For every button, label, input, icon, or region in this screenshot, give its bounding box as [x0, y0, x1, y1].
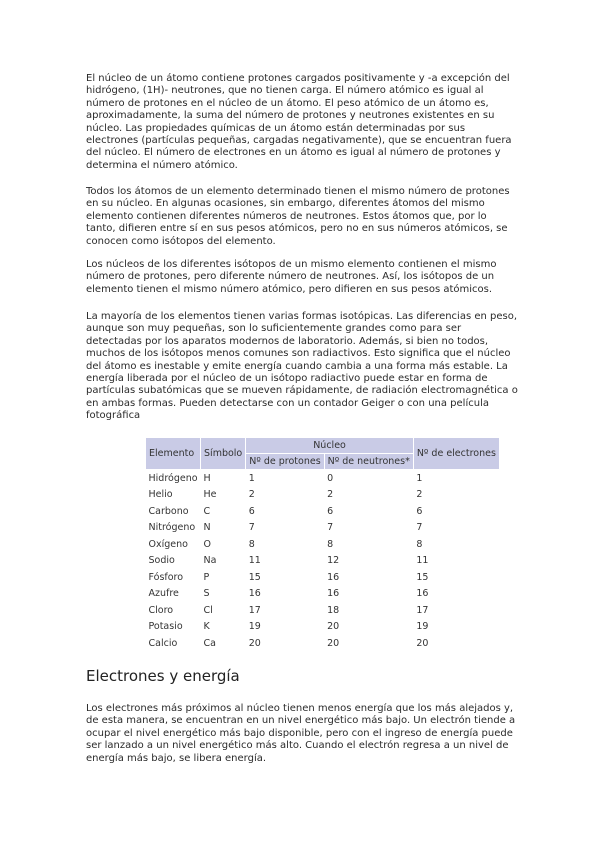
paragraph-radioactivity: La mayoría de los elementos tienen varias formas isotópicas. Las diferencias en peso, aunque son muy pequeñas, son lo suficientemente grandes como para ser detectadas por los aparatos modernos de laboratorio. Además, si bien no todos, muchos de los isótopos menos comunes son radiactivos. Esto significa que el núcleo del átomo es inestable y emite energía cuando cambia a una forma más estable. La energía liberada por el núcleo de un isótopo radiactivo puede estar en forma de partículas subatómicas que se mueven rápidamente, de radiación electromagnética o en ambas formas. Pueden detectarse con un contador Geiger o con una película fotográfica [86, 311, 518, 422]
cell-protons: 15 [248, 571, 261, 583]
header-electrons: Nº de electrones [413, 438, 499, 470]
cell-electrons: 1 [416, 472, 423, 484]
table-row [146, 503, 500, 520]
cell-symbol: He [203, 489, 217, 501]
paragraph-nucleus: El núcleo de un átomo contiene protones cargados positivamente y -a excepción del hidrógeno, (1H)- neutrones, que no tienen carga. El número atómico es igual al número de protones en el núcleo de un átomo. El peso atómico de un átomo es, aproximadamente, la suma del número de protones y neutrones existentes en su núcleo. Las propiedades químicas de un átomo están determinadas por sus electrones (partículas pequeñas, cargadas negativamente), que se encuentran fuera del núcleo. El número de electrones en un átomo es igual al número de protones y determina el número atómico. [86, 73, 512, 171]
cell-neutrons: 0 [327, 472, 334, 484]
cell-protons: 6 [248, 505, 255, 517]
table-row [146, 586, 500, 603]
cell-element: Sodio [148, 555, 175, 567]
table-row [146, 569, 500, 586]
cell-neutrons: 20 [327, 637, 340, 649]
cell-neutrons: 2 [327, 489, 334, 501]
cell-electrons: 11 [416, 555, 429, 567]
table-row [146, 619, 500, 636]
cell-element: Helio [148, 489, 173, 501]
table-row [146, 470, 500, 487]
cell-protons: 19 [248, 621, 261, 633]
cell-neutrons: 7 [327, 522, 334, 534]
cell-symbol: Ca [203, 637, 216, 649]
cell-electrons: 19 [416, 621, 429, 633]
cell-electrons: 15 [416, 571, 429, 583]
cell-symbol: P [203, 571, 210, 583]
cell-element: Calcio [148, 637, 178, 649]
cell-element: Fósforo [148, 571, 184, 583]
paragraph-electron-energy: Los electrones más próximos al núcleo tienen menos energía que los más alejados y, de esta manera, se encuentran en un nivel energético más bajo. Un electrón tiende a ocupar el nivel energético más bajo disponible, pero con el ingreso de energía puede ser lanzado a un nivel energético más alto. Cuando el electrón regresa a un nivel de energía más bajo, se libera energía. [86, 703, 516, 764]
table-row [146, 602, 500, 619]
table-row [146, 536, 500, 553]
elements-table [145, 437, 500, 652]
header-protons: Nº de protones [246, 454, 324, 470]
cell-neutrons: 16 [327, 588, 340, 600]
cell-electrons: 7 [416, 522, 423, 534]
table-row [146, 520, 500, 537]
cell-symbol: O [203, 538, 212, 550]
header-neutrons: Nº de neutrones* [324, 454, 413, 470]
cell-electrons: 17 [416, 604, 429, 616]
cell-protons: 11 [248, 555, 261, 567]
cell-symbol: H [203, 472, 211, 484]
cell-neutrons: 6 [327, 505, 334, 517]
cell-electrons: 20 [416, 637, 429, 649]
cell-element: Cloro [148, 604, 174, 616]
header-element: Elemento [146, 438, 201, 470]
cell-element: Oxígeno [148, 538, 188, 550]
header-symbol: Símbolo [201, 438, 246, 470]
cell-symbol: Cl [203, 604, 213, 616]
paragraph-isotope-nuclei: Los núcleos de los diferentes isótopos de un mismo elemento contienen el mismo número de protones, pero diferente número de neutrones. Así, los isótopos de un elemento tienen el mismo número atómico, pero difieren en sus pesos atómicos. [86, 259, 497, 295]
cell-element: Hidrógeno [148, 472, 198, 484]
cell-element: Potasio [148, 621, 183, 633]
cell-symbol: C [203, 505, 211, 517]
cell-protons: 16 [248, 588, 261, 600]
cell-protons: 20 [248, 637, 261, 649]
cell-electrons: 16 [416, 588, 429, 600]
section-heading: Electrones y energía [86, 667, 240, 685]
cell-symbol: N [203, 522, 211, 534]
cell-neutrons: 8 [327, 538, 334, 550]
cell-neutrons: 12 [327, 555, 340, 567]
paragraph-isotopes: Todos los átomos de un elemento determinado tienen el mismo número de protones en su núcleo. En algunas ocasiones, sin embargo, diferentes átomos del mismo elemento contienen diferentes números de neutrones. Estos átomos que, por lo tanto, difieren entre sí en sus pesos atómicos, pero no en sus números atómicos, se conocen como isótopos del elemento. [86, 186, 510, 247]
cell-electrons: 8 [416, 538, 423, 550]
table-row [146, 635, 500, 652]
cell-protons: 8 [248, 538, 255, 550]
cell-protons: 17 [248, 604, 261, 616]
cell-protons: 7 [248, 522, 255, 534]
cell-protons: 1 [248, 472, 255, 484]
cell-element: Azufre [148, 588, 179, 600]
table-row [146, 553, 500, 570]
cell-symbol: S [203, 588, 210, 600]
cell-neutrons: 20 [327, 621, 340, 633]
cell-electrons: 2 [416, 489, 423, 501]
cell-element: Carbono [148, 505, 189, 517]
cell-element: Nitrógeno [148, 522, 196, 534]
cell-electrons: 6 [416, 505, 423, 517]
cell-neutrons: 18 [327, 604, 340, 616]
header-nucleus: Núcleo [246, 438, 414, 454]
table-row [146, 487, 500, 504]
cell-neutrons: 16 [327, 571, 340, 583]
cell-symbol: K [203, 621, 210, 633]
cell-symbol: Na [203, 555, 217, 567]
cell-protons: 2 [248, 489, 255, 501]
